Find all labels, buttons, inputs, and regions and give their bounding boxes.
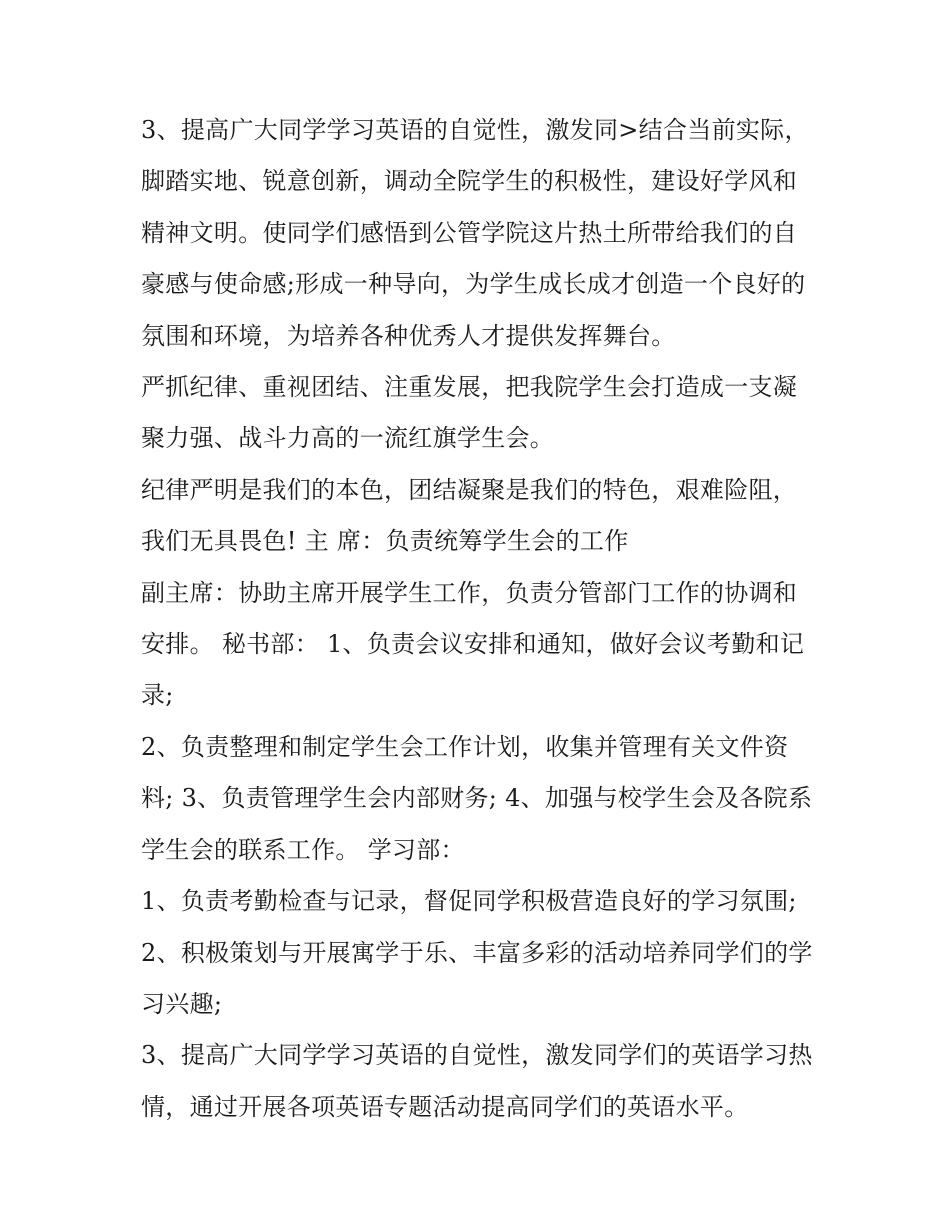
paragraph: 3、提高广大同学学习英语的自觉性，激发同>结合当前实际，脚踏实地、锐意创新，调动全院学生的积极性，建设好学风和精神文明。使同学们感悟到公管学院这片热土所带给我们的自豪感与使命感;形成一种导向，为学生成长成才创造一个良好的氛围和环境，为培养各种优秀人才提供发挥舞台。: [141, 116, 809, 350]
paragraph: 严抓纪律、重视团结、注重发展，把我院学生会打造成一支凝聚力强、战斗力高的一流红旗学生会。: [141, 373, 798, 453]
paragraph: 3、提高广大同学学习英语的自觉性，激发同学们的英语学习热情，通过开展各项英语专题活动提高同学们的英语水平。: [141, 1041, 813, 1121]
paragraph: 1、负责考勤检查与记录，督促同学积极营造良好的学习氛围;: [141, 887, 797, 916]
paragraph: 2、积极策划与开展寓学于乐、丰富多彩的活动培养同学们的学习兴趣;: [141, 938, 813, 1018]
paragraph: 2、负责整理和制定学生会工作计划，收集并管理有关文件资料; 3、负责管理学生会内部财务; 4、加强与校学生会及各院系学生会的联系工作。 学习部：: [141, 732, 813, 864]
document-body: [141, 105, 821, 1133]
paragraph: 纪律严明是我们的本色，团结凝聚是我们的特色，艰难险阻，我们无具畏色! 主 席：负责统筹学生会的工作: [141, 475, 798, 556]
paragraph: 副主席：协助主席开展学生工作，负责分管部门工作的协调和安排。 秘书部： 1、负责会议安排和通知，做好会议考勤和记录;: [141, 578, 805, 710]
